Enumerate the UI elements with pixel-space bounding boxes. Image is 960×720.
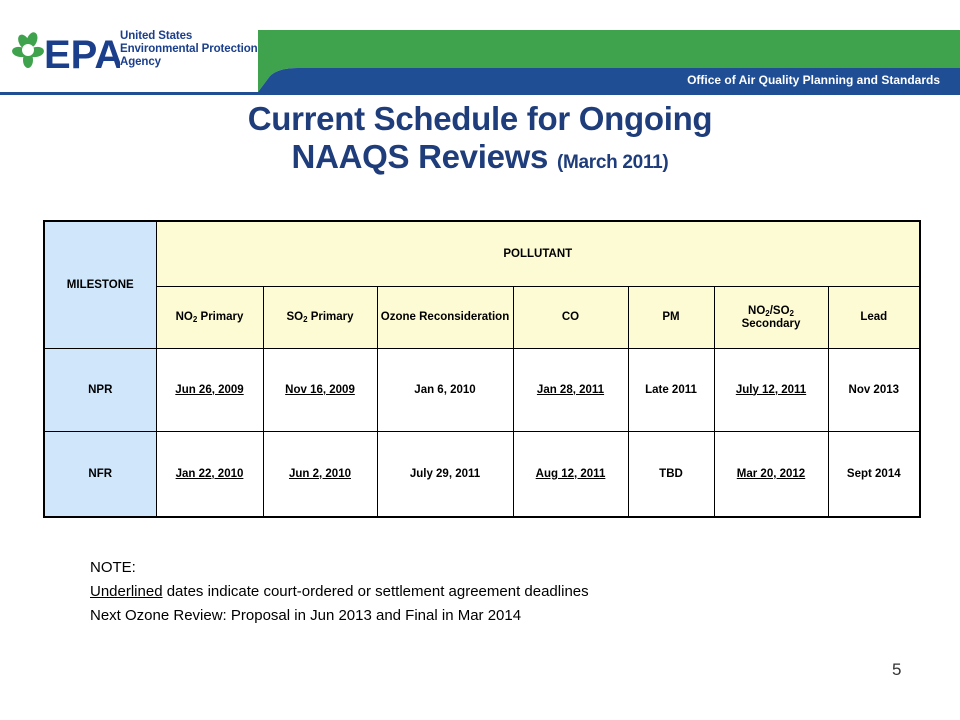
agency-name-line: Agency (120, 56, 161, 68)
agency-name (120, 30, 260, 69)
date-cell: Nov 2013 (828, 348, 920, 431)
header-rule (0, 92, 960, 95)
date-cell: Jan 28, 2011 (513, 348, 628, 431)
row-label-nfr: NFR (44, 431, 156, 517)
column-header-ozone: Ozone Reconsideration (377, 286, 513, 348)
date-cell: Jan 6, 2010 (377, 348, 513, 431)
title-line-1: Current Schedule for Ongoing (247, 100, 713, 137)
column-header-co: CO (513, 286, 628, 348)
date-cell: Aug 12, 2011 (513, 431, 628, 517)
date-cell: Mar 20, 2012 (714, 431, 828, 517)
table-row-npr (44, 348, 920, 431)
page-number: 5 (892, 660, 902, 679)
note-legend-text: dates indicate court-ordered or settlement agreement deadlines (162, 583, 589, 600)
note-underline-legend (90, 580, 589, 604)
pollutant-header: POLLUTANT (156, 221, 920, 286)
column-header-lead: Lead (828, 286, 920, 348)
milestone-header: MILESTONE (44, 221, 156, 348)
date-cell: Jan 22, 2010 (156, 431, 263, 517)
epa-logo (10, 30, 260, 76)
schedule-table (43, 220, 921, 518)
date-cell: Late 2011 (628, 348, 714, 431)
notes (90, 556, 589, 628)
title-line-2 (120, 138, 840, 182)
agency-name-line: United States (120, 30, 193, 42)
date-cell: July 12, 2011 (714, 348, 828, 431)
column-header-no2-primary: $NO_2$ Primary (156, 286, 263, 348)
date-cell: TBD (628, 431, 714, 517)
column-header-so2-primary: $SO_2$ Primary (263, 286, 377, 348)
note-underlined-word: Underlined (90, 583, 163, 600)
column-header-pm: PM (628, 286, 714, 348)
date-cell: July 29, 2011 (377, 431, 513, 517)
row-label-npr: NPR (44, 348, 156, 431)
date-cell: Jun 26, 2009 (156, 348, 263, 431)
title-date: (March 2011) (556, 152, 669, 173)
title-main: NAAQS Reviews (291, 138, 549, 175)
epa-flower-icon (10, 30, 120, 76)
table-row-nfr (44, 431, 920, 517)
note-next-ozone: Next Ozone Review: Proposal in Jun 2013 and Final in Mar 2014 (90, 607, 522, 624)
date-cell: Sept 2014 (828, 431, 920, 517)
column-header-no2-so2-secondary: $NO_2/SO_2$ Secondary (714, 286, 828, 348)
agency-name-line: Environmental Protection (120, 43, 258, 55)
office-name: Office of Air Quality Planning and Standards (687, 73, 940, 87)
note-heading: NOTE: (90, 559, 136, 576)
date-cell: Jun 2, 2010 (263, 431, 377, 517)
date-cell: Nov 16, 2009 (263, 348, 377, 431)
epa-wordmark: EPA (44, 33, 120, 76)
slide-title (120, 100, 840, 182)
